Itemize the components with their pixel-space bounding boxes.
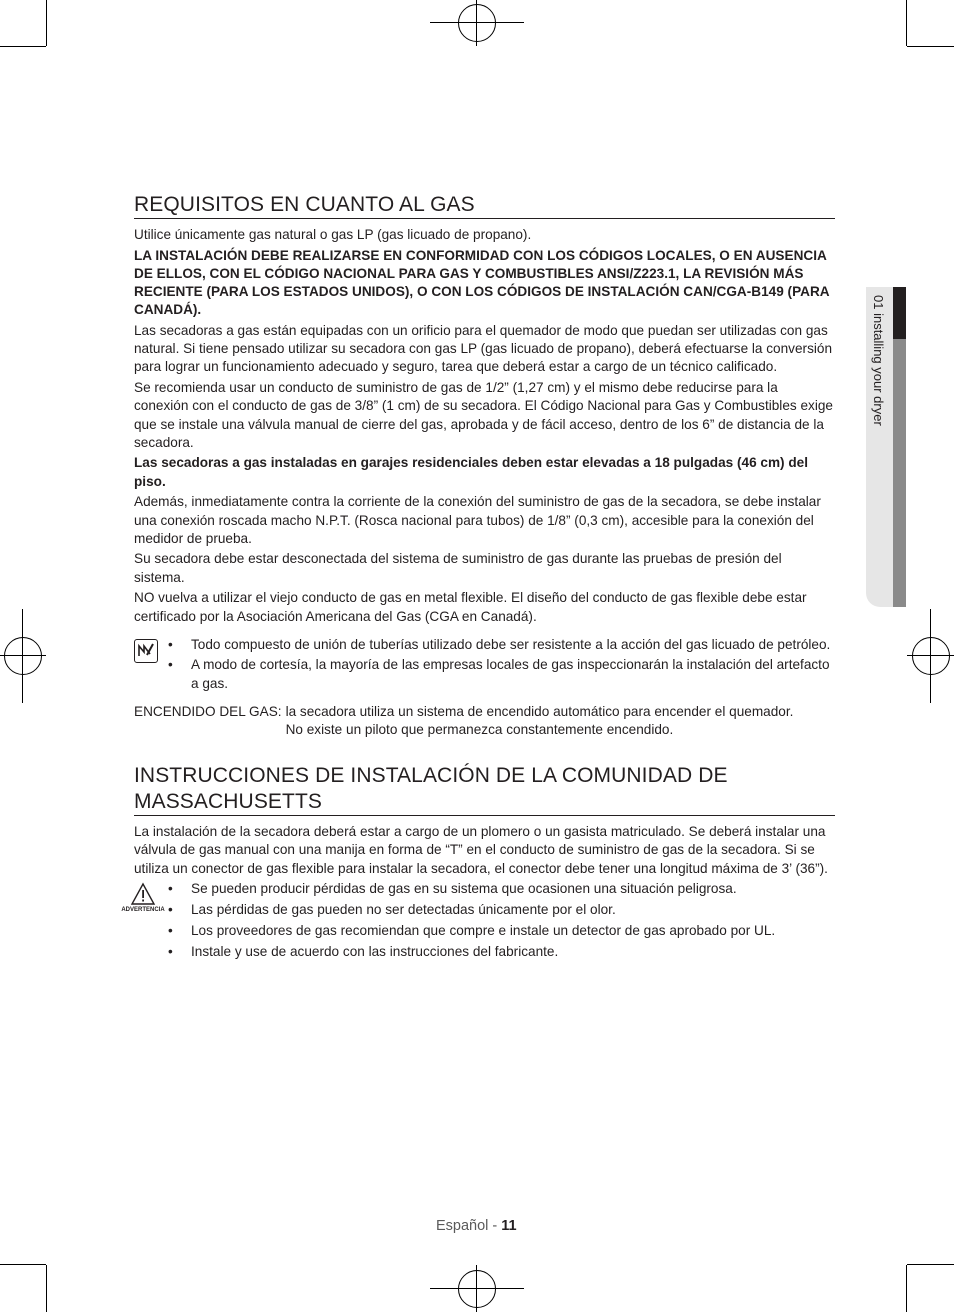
paragraph: La instalación de la secadora deberá estar a cargo de un plomero o un gasista matriculado. Se deberá instalar una válvula de gas manual con una manija en forma de “T” en el conducto de suministro de gas de la secadora. Si se utiliza un conector de gas flexible para instalar la secadora, el conector debe tener una longitud máxima de 3’ (36”).: [134, 824, 828, 876]
registration-mark: [4, 637, 42, 675]
paragraph: Además, inmediatamente contra la corriente de la conexión del suministro de gas de la secadora, se debe instalar una conexión roscada macho N.P.T. (Rosca nacional para tubos) de 1/8” (0,3 cm), accesible para la conexión del medidor de prueba.: [134, 494, 821, 546]
paragraph-code-compliance: LA INSTALACIÓN DEBE REALIZARSE EN CONFORMIDAD CON LOS CÓDIGOS LOCALES, O EN AUSENCIA DE ELLOS, CON EL CÓDIGO NACIONAL PARA GAS Y COMBUSTIBLES ANSI/Z223.1, LA REVISIÓN MÁS RECIENTE (PARA LOS ESTADOS UNIDOS), O CON LOS CÓDIGOS DE INSTALACIÓN CAN/CGA-B149 (PARA CANADÁ).: [134, 247, 830, 318]
warning-block: [121, 880, 835, 960]
page-number: 11: [501, 1218, 517, 1234]
ignition-label: ENCENDIDO DEL GAS:: [134, 703, 282, 719]
chapter-tab-bar: [893, 339, 906, 607]
page-content: [121, 192, 835, 971]
registration-line: [22, 609, 23, 703]
registration-mark: [912, 637, 950, 675]
list-item: • Todo compuesto de unión de tuberías utilizado debe ser resistente a la acción del gas licuado de petróleo.: [168, 636, 831, 652]
chapter-tab-marker: [893, 287, 906, 339]
registration-mark: [458, 1270, 496, 1308]
section-title-massachusetts: INSTRUCCIONES DE INSTALACIÓN DE LA COMUNIDAD DE MASSACHUSETTS: [134, 763, 835, 816]
note-pencil-icon: [134, 639, 158, 663]
registration-line: [430, 1288, 524, 1289]
list-item: • Instale y use de acuerdo con las instrucciones del fabricante.: [168, 943, 559, 959]
paragraph-garage-elevation: Las secadoras a gas instaladas en garajes residenciales deben estar elevadas a 18 pulgadas (46 cm) del piso.: [134, 455, 808, 489]
paragraph: Utilice únicamente gas natural o gas LP (gas licuado de propano).: [134, 227, 532, 242]
warning-icon: [120, 882, 166, 916]
list-item: • Las pérdidas de gas pueden no ser detectadas únicamente por el olor.: [168, 902, 616, 918]
crop-mark: [906, 1265, 907, 1312]
registration-line: [0, 655, 46, 656]
registration-line: [476, 1265, 477, 1312]
paragraph: Su secadora debe estar desconectada del sistema de suministro de gas durante las pruebas de presión del sistema.: [134, 551, 782, 585]
ignition-text: la secadora utiliza un sistema de encendido automático para encender el quemador. No existe un piloto que permanezca constantemente encendido.: [285, 703, 794, 738]
registration-mark: [458, 4, 496, 42]
crop-mark: [906, 0, 907, 46]
emphasis-no: NO: [134, 590, 155, 606]
gas-ignition-row: [134, 703, 835, 739]
chapter-tab-label: 01 installing your dryer: [871, 295, 886, 426]
note-block: [134, 636, 835, 693]
registration-line: [476, 0, 477, 46]
list-item: • Los proveedores de gas recomiendan que compre e instale un detector de gas aprobado por UL.: [168, 922, 776, 938]
crop-mark: [907, 46, 954, 47]
warning-label: ADVERTENCIA: [121, 907, 165, 914]
crop-mark: [0, 1264, 46, 1265]
registration-line: [430, 22, 524, 23]
crop-mark: [46, 0, 47, 46]
registration-line: [930, 609, 931, 703]
section-title-gas-requirements: REQUISITOS EN CUANTO AL GAS: [134, 192, 835, 219]
crop-mark: [907, 1264, 954, 1265]
crop-mark: [0, 46, 46, 47]
page-footer: Español - 11: [436, 1218, 517, 1234]
crop-mark: [46, 1265, 47, 1312]
paragraph: Las secadoras a gas están equipadas con un orificio para el quemador de modo que puedan ser utilizadas con gas natural. Si tiene pensado utilizar su secadora con gas LP (gas licuado de propano), deberá efectuarse la conversión para lograr un funcionamiento adecuado y seguro, tarea que deberá estar a cargo de un técnico calificado.: [134, 323, 833, 375]
paragraph: Se recomienda usar un conducto de suministro de gas de 1/2” (1,27 cm) y el mismo debe reducirse para la conexión con el conducto de gas de 3/8” (1 cm) de su secadora. El Código Nacional para Gas y Combustibles exige que se instale una válvula manual de cierre del gas, aprobada y de fácil acceso, dentro de los 6” de distancia de la secadora.: [134, 380, 833, 450]
list-item: • Se pueden producir pérdidas de gas en su sistema que ocasionen una situación peligrosa.: [168, 881, 737, 897]
list-item: • A modo de cortesía, la mayoría de las empresas locales de gas inspeccionarán la instalación del artefacto a gas.: [168, 657, 830, 691]
paragraph-flex-connector: NO vuelva a utilizar el viejo conducto de gas en metal flexible. El diseño del conducto de gas flexible debe estar certificado por la Asociación Americana del Gas (CGA en Canadá).: [134, 590, 807, 624]
